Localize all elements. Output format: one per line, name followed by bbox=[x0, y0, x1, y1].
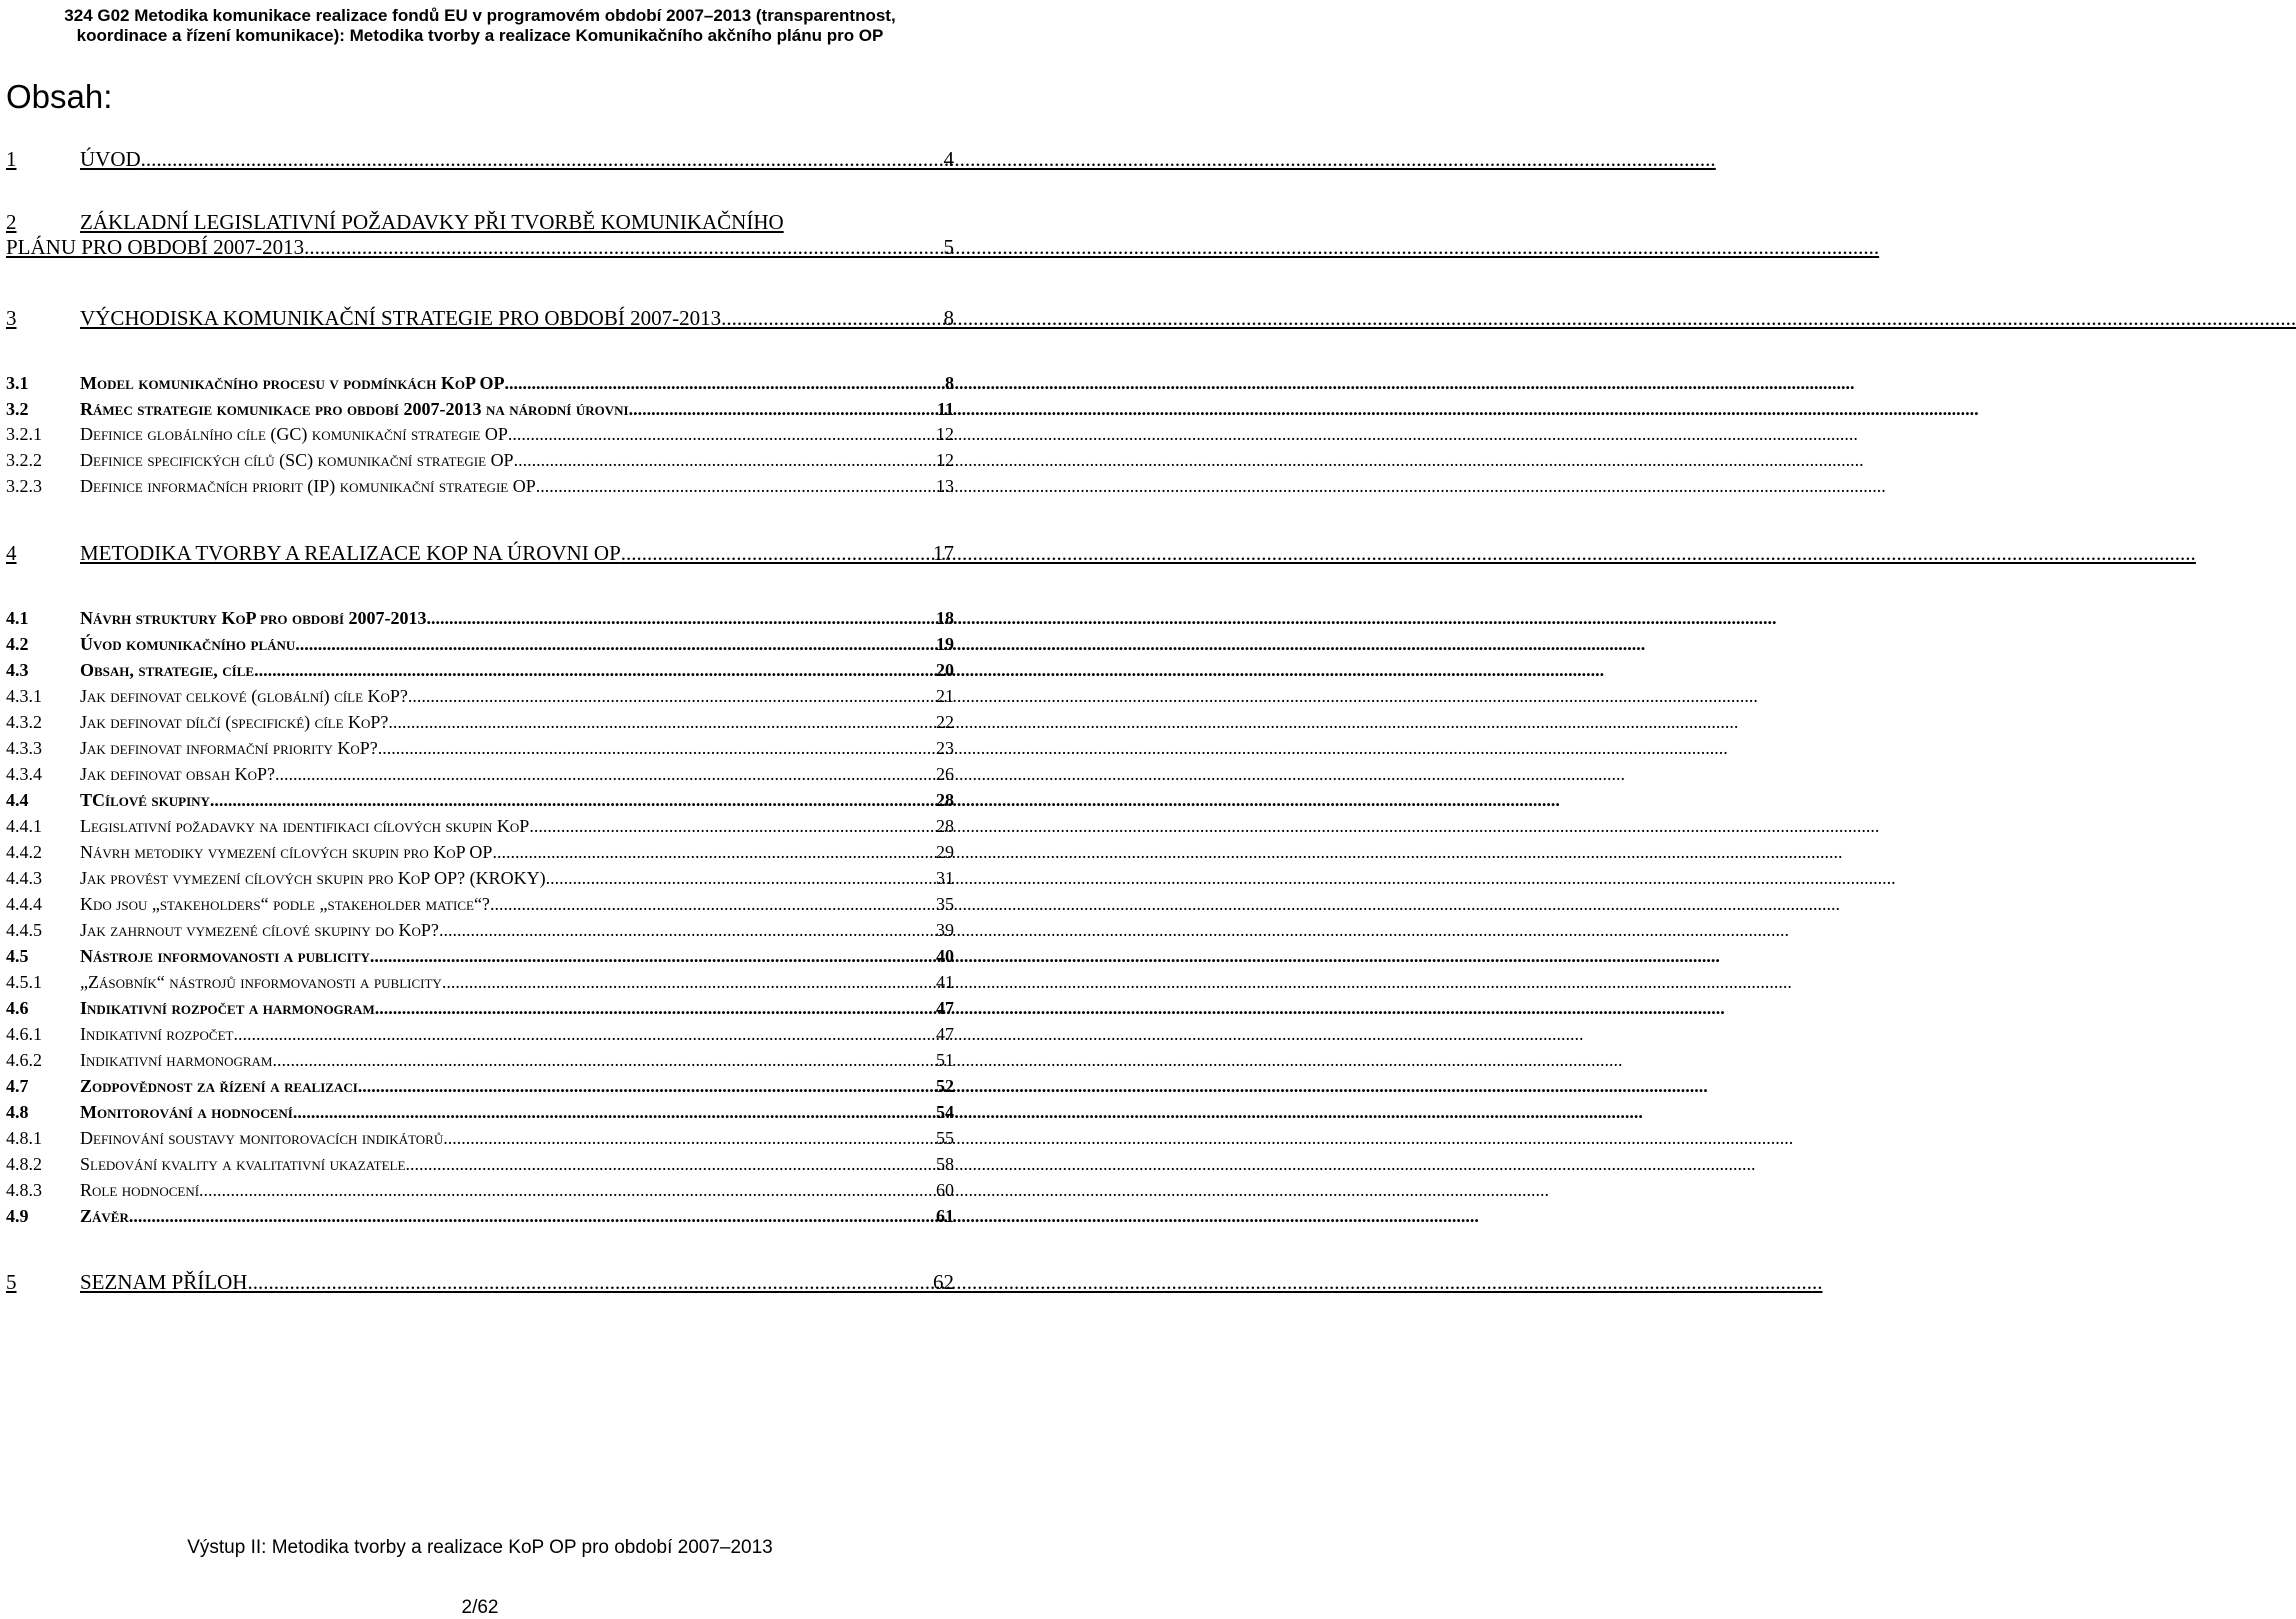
toc-leader bbox=[514, 450, 935, 471]
toc-number: 4.6.2 bbox=[6, 1050, 42, 1070]
toc-title-line-1: ZÁKLADNÍ LEGISLATIVNÍ POŽADAVKY PŘI TVORBĚ KOMUNIKAČNÍHO bbox=[80, 210, 784, 234]
toc-number: 4.8.3 bbox=[6, 1180, 42, 1200]
toc-title: Obsah, strategie, cíle bbox=[80, 660, 255, 680]
toc-page: 13 bbox=[936, 476, 954, 496]
toc-entry-3-2[interactable] bbox=[6, 399, 954, 420]
toc-leader bbox=[210, 790, 935, 811]
toc-page: 8 bbox=[945, 373, 954, 393]
toc-title: Legislativní požadavky na identifikaci cílových skupin KoP bbox=[80, 816, 530, 836]
toc-page: 47 bbox=[936, 1024, 954, 1044]
toc-page: 51 bbox=[936, 1050, 954, 1070]
toc-number: 4.4.2 bbox=[6, 842, 42, 862]
toc-title: Indikativní rozpočet bbox=[80, 1024, 234, 1044]
toc-number: 4.3.3 bbox=[6, 738, 42, 758]
toc-page: 12 bbox=[936, 424, 954, 444]
toc-leader bbox=[442, 972, 935, 993]
toc-leader bbox=[295, 634, 935, 655]
toc-entry-4-1[interactable] bbox=[6, 608, 954, 629]
toc-page: 29 bbox=[936, 842, 954, 862]
toc-number: 4.2 bbox=[6, 634, 29, 654]
toc-title: Jak provést vymezení cílových skupin pro KoP OP? (KROKY) bbox=[80, 868, 546, 888]
document-header bbox=[0, 6, 960, 46]
toc-page: 58 bbox=[936, 1154, 954, 1174]
toc-entry-4-8-2[interactable] bbox=[6, 1154, 954, 1175]
toc-title: Jak definovat dílčí (specifické) cíle KoP? bbox=[80, 712, 389, 732]
toc-title: SEZNAM PŘÍLOH bbox=[80, 1270, 248, 1294]
toc-entry-4-6[interactable] bbox=[6, 998, 954, 1019]
toc-title: Definování soustavy monitorovacích indikátorů bbox=[80, 1128, 444, 1148]
toc-number: 4 bbox=[6, 541, 17, 565]
toc-leader bbox=[490, 894, 935, 915]
toc-number: 4.3.1 bbox=[6, 686, 42, 706]
toc-number: 4.4 bbox=[6, 790, 29, 810]
toc-leader bbox=[492, 842, 935, 863]
toc-title: ÚVOD bbox=[80, 147, 141, 171]
toc-leader bbox=[529, 816, 935, 837]
toc-entry-4-6-2[interactable] bbox=[6, 1050, 954, 1071]
toc-leader bbox=[427, 608, 935, 629]
toc-leader bbox=[443, 1128, 935, 1149]
toc-title: Sledování kvality a kvalitativní ukazatele bbox=[80, 1154, 406, 1174]
toc-entry-4-4-1[interactable] bbox=[6, 816, 954, 837]
toc-page: 20 bbox=[936, 660, 954, 680]
toc-number: 3.2.1 bbox=[6, 424, 42, 444]
toc-number: 4.8 bbox=[6, 1102, 29, 1122]
toc-entry-3-2-3[interactable] bbox=[6, 476, 954, 497]
toc-leader bbox=[505, 373, 945, 394]
toc-page: 17 bbox=[933, 541, 954, 565]
toc-page: 39 bbox=[936, 920, 954, 940]
toc-number: 2 bbox=[6, 210, 17, 234]
toc-entry-3[interactable] bbox=[6, 306, 954, 331]
toc-entry-4-6-1[interactable] bbox=[6, 1024, 954, 1045]
toc-page: 11 bbox=[936, 399, 954, 419]
toc-number: 4.4.5 bbox=[6, 920, 42, 940]
toc-page: 8 bbox=[943, 306, 954, 330]
toc-page: 5 bbox=[943, 235, 954, 259]
toc-page: 19 bbox=[936, 634, 954, 654]
toc-entry-4-8-3[interactable] bbox=[6, 1180, 954, 1201]
toc-entry-4-7[interactable] bbox=[6, 1076, 954, 1097]
toc-number: 3.1 bbox=[6, 373, 29, 393]
toc-leader bbox=[129, 1206, 935, 1227]
toc-leader bbox=[375, 998, 935, 1019]
toc-leader bbox=[621, 541, 932, 566]
toc-page: 60 bbox=[936, 1180, 954, 1200]
toc-page: 55 bbox=[936, 1128, 954, 1148]
toc-number: 4.5.1 bbox=[6, 972, 42, 992]
toc-entry-4-3[interactable] bbox=[6, 660, 954, 681]
toc-page: 47 bbox=[936, 998, 954, 1018]
toc-title: Definice specifických cílů (SC) komunikační strategie OP bbox=[80, 450, 514, 470]
toc-number: 4.5 bbox=[6, 946, 29, 966]
toc-leader bbox=[141, 147, 943, 172]
toc-title: Jak definovat obsah KoP? bbox=[80, 764, 275, 784]
toc-page: 23 bbox=[936, 738, 954, 758]
toc-title: Zodpovědnost za řízení a realizaci bbox=[80, 1076, 358, 1096]
toc-entry-3-2-2[interactable] bbox=[6, 450, 954, 471]
toc-entry-4-4-4[interactable] bbox=[6, 894, 954, 915]
toc-number: 4.4.3 bbox=[6, 868, 42, 888]
toc-title: Nástroje informovanosti a publicity bbox=[80, 946, 370, 966]
toc-leader bbox=[721, 306, 942, 331]
toc-leader bbox=[508, 424, 935, 445]
toc-leader bbox=[293, 1102, 935, 1123]
toc-title: Indikativní harmonogram bbox=[80, 1050, 273, 1070]
toc-title: Definice informačních priorit (IP) komunikační strategie OP bbox=[80, 476, 536, 496]
toc-title-line-2: PLÁNU PRO OBDOBÍ 2007-2013 bbox=[6, 235, 305, 259]
toc-number: 4.3.2 bbox=[6, 712, 42, 732]
toc-number: 4.6.1 bbox=[6, 1024, 42, 1044]
toc-leader bbox=[546, 868, 935, 889]
toc-leader bbox=[247, 1270, 932, 1295]
toc-entry-4[interactable] bbox=[6, 541, 954, 566]
toc-page: 28 bbox=[936, 816, 954, 836]
toc-leader bbox=[439, 920, 935, 941]
toc-entry-1[interactable] bbox=[6, 147, 954, 172]
toc-number: 4.1 bbox=[6, 608, 29, 628]
toc-title: Rámec strategie komunikace pro období 2007-2013 na národní úrovni bbox=[80, 399, 629, 419]
toc-entry-4-5[interactable] bbox=[6, 946, 954, 967]
toc-title: Monitorování a hodnocení bbox=[80, 1102, 293, 1122]
toc-page: 54 bbox=[936, 1102, 954, 1122]
toc-number: 4.4.4 bbox=[6, 894, 42, 914]
page-number: 2/62 bbox=[461, 1597, 499, 1618]
toc-entry-4-3-4[interactable] bbox=[6, 764, 954, 785]
toc-entry-4-3-2[interactable] bbox=[6, 712, 954, 733]
toc-leader bbox=[254, 660, 935, 681]
toc-page: 21 bbox=[936, 686, 954, 706]
toc-leader bbox=[273, 1050, 936, 1071]
toc-number: 4.3.4 bbox=[6, 764, 42, 784]
toc-title: Model komunikačního procesu v podmínkách KoP OP bbox=[80, 373, 505, 393]
toc-number: 4.6 bbox=[6, 998, 29, 1018]
toc-leader bbox=[199, 1180, 935, 1201]
toc-entry-4-2[interactable] bbox=[6, 634, 954, 655]
toc-page: 35 bbox=[936, 894, 954, 914]
toc-number: 3.2 bbox=[6, 399, 29, 419]
toc-title: „Zásobník“ nástrojů informovanosti a publicity bbox=[80, 972, 442, 992]
toc-page: 12 bbox=[936, 450, 954, 470]
toc-leader bbox=[370, 946, 935, 967]
toc-entry-4-4-3[interactable] bbox=[6, 868, 954, 889]
toc-entry-3-1[interactable] bbox=[6, 373, 954, 394]
toc-title: METODIKA TVORBY A REALIZACE KOP NA ÚROVNI OP bbox=[80, 541, 621, 565]
toc-number: 1 bbox=[6, 147, 17, 171]
toc-entry-4-5-1[interactable] bbox=[6, 972, 954, 993]
toc-leader bbox=[536, 476, 935, 497]
toc-page: 41 bbox=[936, 972, 954, 992]
toc-number: 3.2.2 bbox=[6, 450, 42, 470]
toc-leader bbox=[629, 399, 936, 420]
toc-entry-4-8[interactable] bbox=[6, 1102, 954, 1123]
toc-number: 4.8.1 bbox=[6, 1128, 42, 1148]
toc-leader bbox=[388, 712, 935, 733]
page-title: Obsah: bbox=[6, 78, 113, 115]
toc-number: 4.3 bbox=[6, 660, 29, 680]
toc-title: TCílové skupiny bbox=[80, 790, 210, 810]
toc-leader bbox=[378, 738, 935, 759]
toc-title: Jak definovat informační priority KoP? bbox=[80, 738, 378, 758]
toc-page: 52 bbox=[936, 1076, 954, 1096]
toc-title: Úvod komunikačního plánu bbox=[80, 634, 296, 654]
header-line-1: 324 G02 Metodika komunikace realizace fondů EU v programovém období 2007–2013 (transparentnost, bbox=[64, 6, 896, 25]
toc-number: 3 bbox=[6, 306, 17, 330]
toc-number: 3.2.3 bbox=[6, 476, 42, 496]
toc-entry-5[interactable] bbox=[6, 1270, 954, 1295]
header-line-2: koordinace a řízení komunikace): Metodika tvorby a realizace Komunikačního akčního plánu pro OP bbox=[76, 26, 884, 45]
toc-title: Návrh metodiky vymezení cílových skupin pro KoP OP bbox=[80, 842, 493, 862]
toc-title: Kdo jsou „stakeholders“ podle „stakeholder matice“? bbox=[80, 894, 490, 914]
document-footer: Výstup II: Metodika tvorby a realizace KoP OP pro období 2007–2013 bbox=[187, 1537, 773, 1558]
toc-title: Jak definovat celkové (globální) cíle KoP? bbox=[80, 686, 408, 706]
toc-number: 4.8.2 bbox=[6, 1154, 42, 1174]
toc-entry-4-8-1[interactable] bbox=[6, 1128, 954, 1149]
toc-leader bbox=[358, 1076, 935, 1097]
toc-entry-4-3-3[interactable] bbox=[6, 738, 954, 759]
toc-number: 4.7 bbox=[6, 1076, 29, 1096]
toc-page: 4 bbox=[943, 147, 954, 171]
toc-leader bbox=[233, 1024, 935, 1045]
toc-number: 5 bbox=[6, 1270, 17, 1294]
toc-entry-4-3-1[interactable] bbox=[6, 686, 954, 707]
toc-page: 31 bbox=[936, 868, 954, 888]
toc-page: 26 bbox=[936, 764, 954, 784]
toc-page: 18 bbox=[936, 608, 954, 628]
toc-title: Role hodnocení bbox=[80, 1180, 200, 1200]
toc-page: 28 bbox=[936, 790, 954, 810]
toc-page: 40 bbox=[936, 946, 954, 966]
toc-leader bbox=[275, 764, 935, 785]
toc-leader bbox=[405, 1154, 935, 1175]
toc-title: Návrh struktury KoP pro období 2007-2013 bbox=[80, 608, 427, 628]
toc-title: Závěr bbox=[80, 1206, 129, 1226]
toc-page: 62 bbox=[933, 1270, 954, 1294]
toc-entry-4-4-5[interactable] bbox=[6, 920, 954, 941]
toc-title: Indikativní rozpočet a harmonogram bbox=[80, 998, 375, 1018]
toc-title: VÝCHODISKA KOMUNIKAČNÍ STRATEGIE PRO OBDOBÍ 2007-2013 bbox=[80, 306, 722, 330]
toc-page: 61 bbox=[936, 1206, 954, 1226]
toc-number: 4.9 bbox=[6, 1206, 29, 1226]
toc-leader bbox=[408, 686, 935, 707]
toc-entry-3-2-1[interactable] bbox=[6, 424, 954, 445]
toc-title: Definice globálního cíle (GC) komunikační strategie OP bbox=[80, 424, 508, 444]
toc-leader bbox=[304, 235, 942, 260]
toc-number: 4.4.1 bbox=[6, 816, 42, 836]
toc-entry-4-4[interactable] bbox=[6, 790, 954, 811]
toc-entry-4-9[interactable] bbox=[6, 1206, 954, 1227]
toc-entry-4-4-2[interactable] bbox=[6, 842, 954, 863]
toc-title: Jak zahrnout vymezené cílové skupiny do KoP? bbox=[80, 920, 439, 940]
toc-entry-2[interactable] bbox=[6, 210, 954, 260]
toc-page: 22 bbox=[936, 712, 954, 732]
